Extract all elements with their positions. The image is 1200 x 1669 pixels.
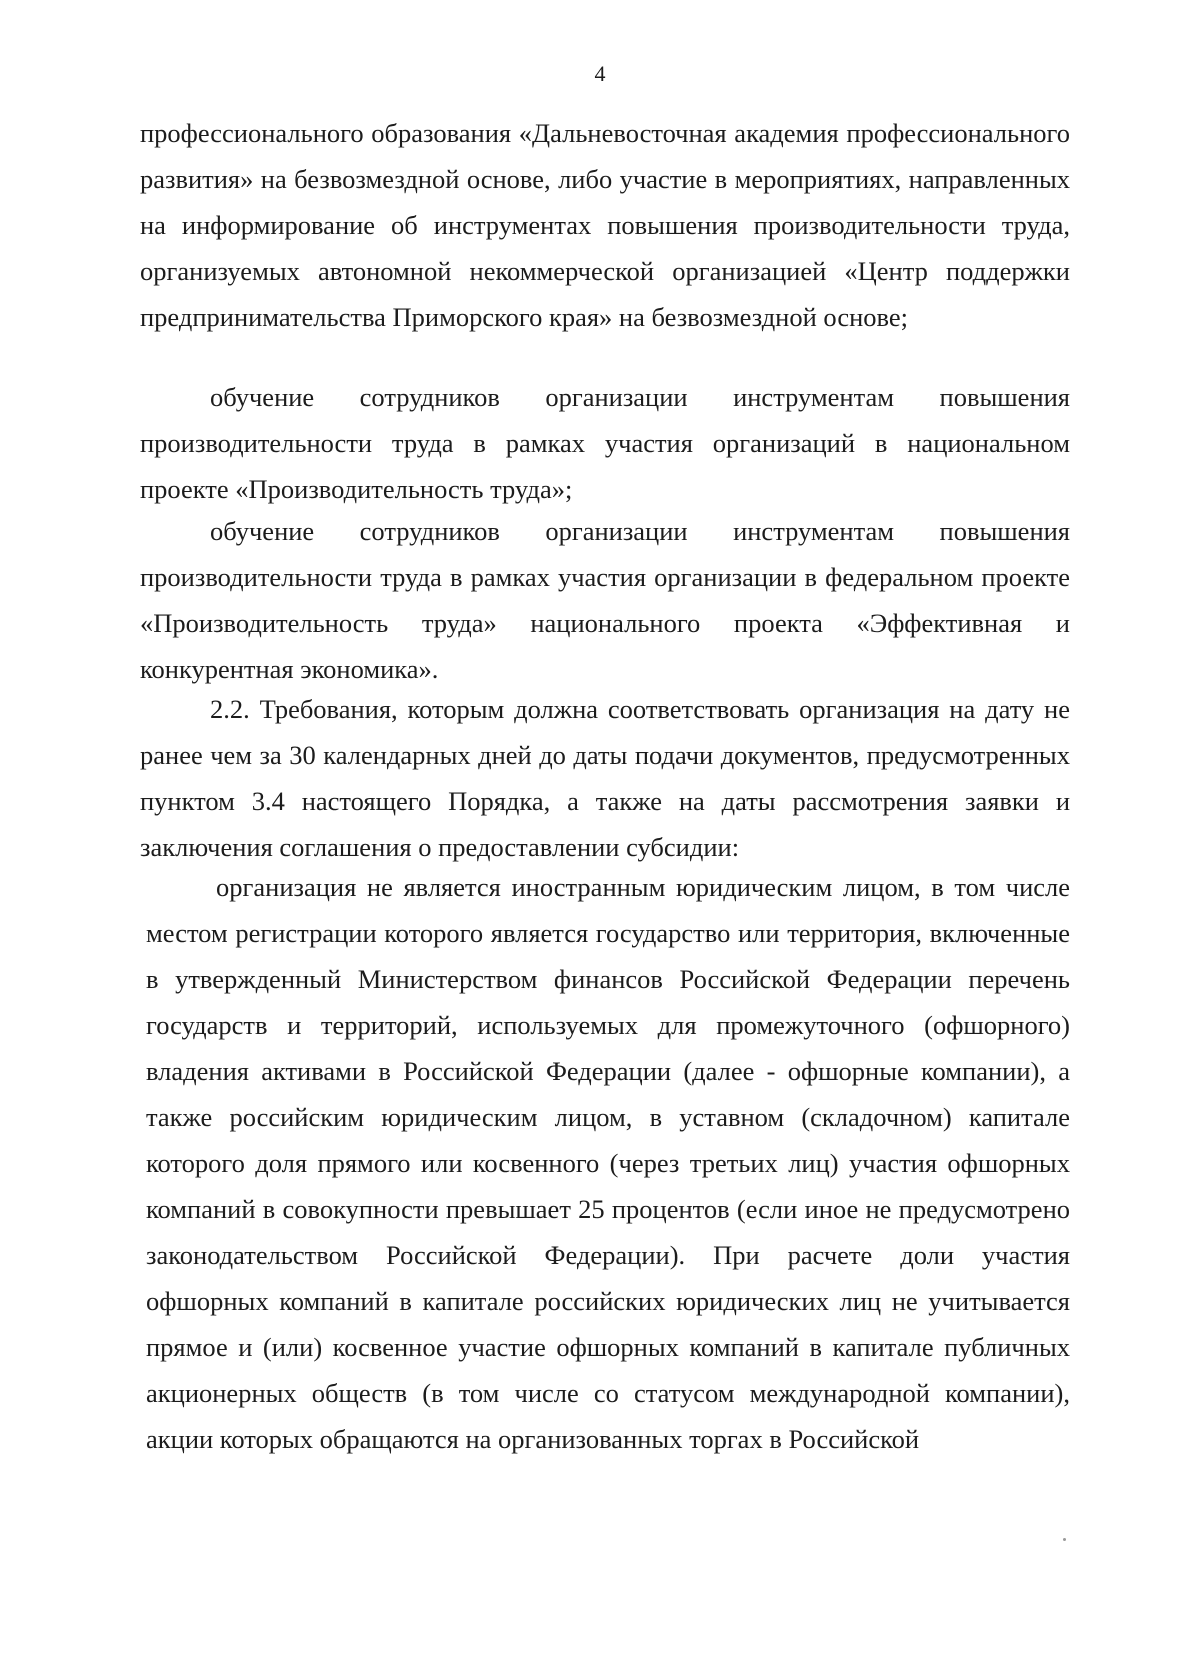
- paragraph-text: профессионального образования «Дальневосточная академия профессионального развития» на безвозмездной основе, либо участие в мероприятиях, направленных на информирование об инструментах повышения производительности труда, организуемых автономной некоммерческой организацией «Центр поддержки предпринимательства Приморского края» на безвозмездной основе;: [140, 118, 1070, 332]
- paragraph-training-national-project: [140, 374, 1070, 512]
- paragraph-section-2-2: [140, 686, 1070, 870]
- paragraph-offshore-requirement: [146, 864, 1070, 1462]
- paragraph-training-federal-project: [140, 508, 1070, 692]
- scan-speck: [1063, 1538, 1066, 1541]
- paragraph-text: 2.2. Требования, которым должна соответствовать организация на дату не ранее чем за 30 календарных дней до даты подачи документов, предусмотренных пунктом 3.4 настоящего Порядка, а также на даты рассмотрения заявки и заключения соглашения о предоставлении субсидии:: [140, 694, 1070, 862]
- page-number: 4: [594, 61, 606, 86]
- paragraph-text: обучение сотрудников организации инструментам повышения производительности труда в рамках участия организаций в национальном проекте «Производительность труда»;: [140, 382, 1070, 504]
- paragraph-text: обучение сотрудников организации инструментам повышения производительности труда в рамках участия организации в федеральном проекте «Производительность труда» национального проекта «Эффективная и конкурентная экономика».: [140, 516, 1070, 684]
- paragraph-continuation: [140, 110, 1070, 340]
- paragraph-text: организация не является иностранным юридическим лицом, в том числе местом регистрации которого является государство или территория, включенные в утвержденный Министерством финансов Российской Федерации перечень государств и территорий, используемых для промежуточного (офшорного) владения активами в Российской Федерации (далее - офшорные компании), а также российским юридическим лицом, в уставном (складочном) капитале которого доля прямого или косвенного (через третьих лиц) участия офшорных компаний в совокупности превышает 25 процентов (если иное не предусмотрено законодательством Российской Федерации). При расчете доли участия офшорных компаний в капитале российских юридических лиц не учитывается прямое и (или) косвенное участие офшорных компаний в капитале публичных акционерных обществ (в том числе со статусом международной компании), акции которых обращаются на организованных торгах в Российской: [146, 872, 1070, 1454]
